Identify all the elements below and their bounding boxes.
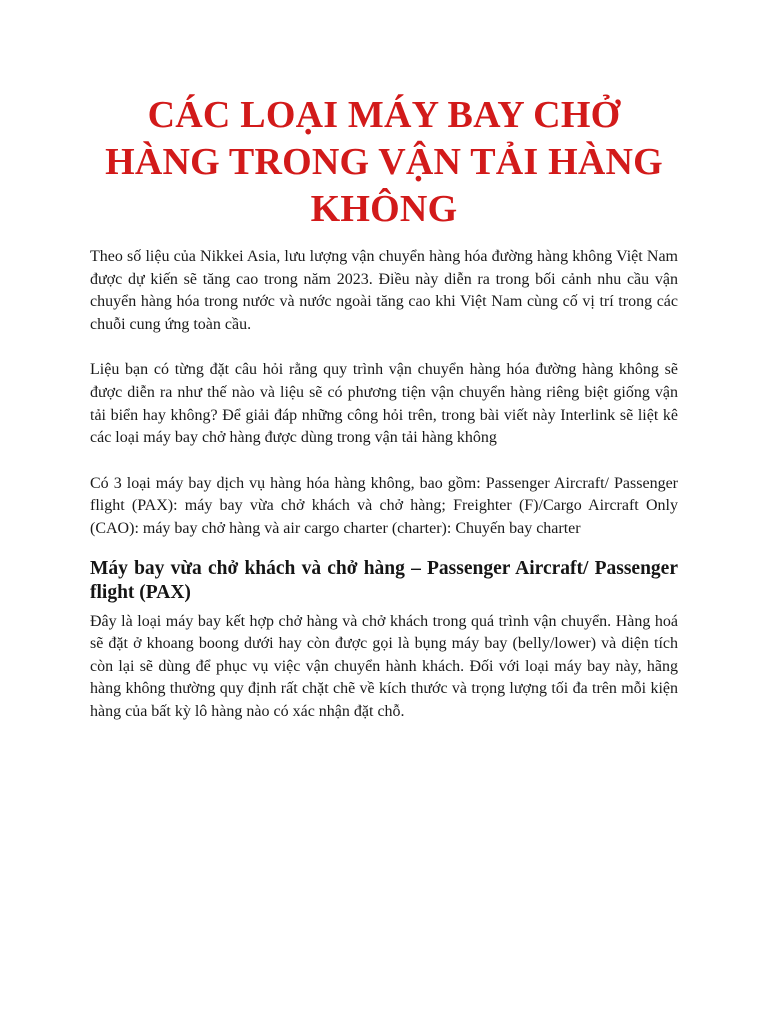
document-title: CÁC LOẠI MÁY BAY CHỞ HÀNG TRONG VẬN TẢI HÀNG KHÔNG <box>105 94 663 230</box>
aircraft-types-paragraph: Có 3 loại máy bay dịch vụ hàng hóa hàng không, bao gồm: Passenger Aircraft/ Passenger flight (PAX): máy bay vừa chở khách và chở hàng; Freighter (F)/Cargo Aircraft Only (CAO): máy bay chở hàng và air cargo charter (charter): Chuyến bay charter <box>90 474 678 537</box>
intro-paragraph: Theo số liệu của Nikkei Asia, lưu lượng vận chuyển hàng hóa đường hàng không Việt Nam được dự kiến sẽ tăng cao trong năm 2023. Điều này diễn ra trong bối cảnh nhu cầu vận chuyển hàng hóa trong nước và nước ngoài tăng cao khi Việt Nam cùng cố vị trí trong các chuỗi cung ứng toàn cầu. <box>90 248 678 333</box>
document-page <box>90 92 678 724</box>
section-heading-pax: Máy bay vừa chở khách và chở hàng – Passenger Aircraft/ Passenger flight (PAX) <box>90 557 678 603</box>
question-paragraph: Liệu bạn có từng đặt câu hỏi rằng quy trình vận chuyển hàng hóa đường hàng không sẽ được diễn ra như thế nào và liệu sẽ có phương tiện vận chuyển hàng riêng biệt giống vận tải biển hay không? Để giải đáp những công hỏi trên, trong bài viết này Interlink sẽ liệt kê các loại máy bay chở hàng được dùng trong vận tải hàng không <box>90 361 678 447</box>
pax-description-paragraph: Đây là loại máy bay kết hợp chở hàng và chở khách trong quá trình vận chuyển. Hàng hoá sẽ đặt ở khoang boong dưới hay còn được gọi là bụng máy bay (belly/lower) và diện tích còn lại sẽ dùng để phục vụ việc vận chuyển hành khách. Đối với loại máy bay này, hãng hàng không thường quy định rất chặt chẽ về kích thước và trọng lượng tối đa trên mỗi kiện hàng của bất kỳ lô hàng nào có xác nhận đặt chỗ. <box>90 612 678 720</box>
